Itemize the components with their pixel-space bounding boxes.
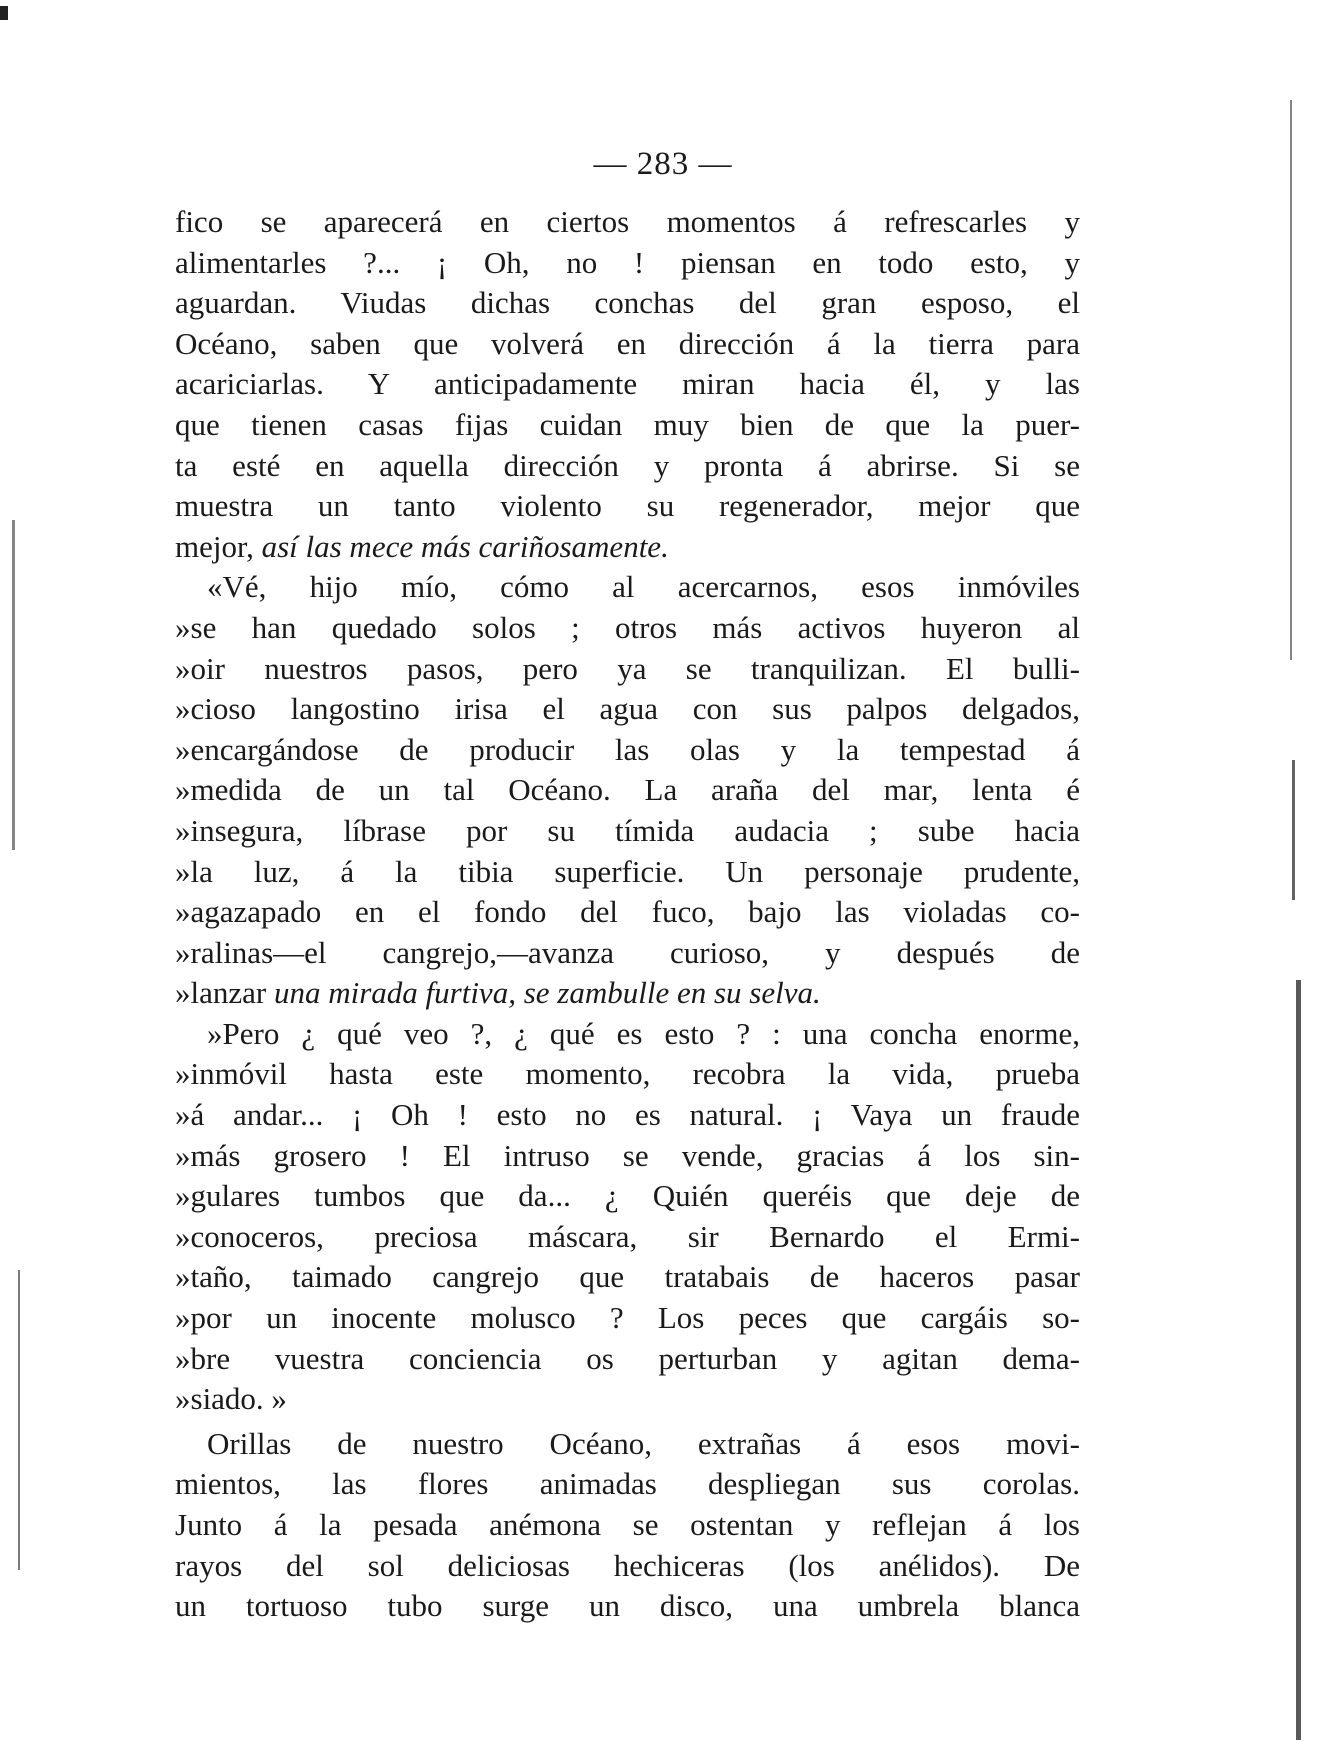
text-line: que tienen casas fijas cuidan muy bien de que la puer- (175, 406, 1080, 442)
text-line: »gulares tumbos que da... ¿ Quién queréis que deje de (175, 1178, 1080, 1214)
body-text (175, 202, 1080, 1627)
text-line: Junto á la pesada anémona se ostentan y reflejan á los (175, 1507, 1080, 1542)
text-line: aguardan. Viudas dichas conchas del gran esposo, el (175, 285, 1080, 321)
text-line: Orillas de nuestro Océano, extrañas á esos movi- (207, 1425, 1080, 1461)
text-line: »bre vuestra conciencia os perturban y agitan dema- (175, 1340, 1080, 1376)
text-line: »medida de un tal Océano. La araña del mar, lenta é (175, 772, 1080, 808)
text-line: Océano, saben que volverá en dirección á la tierra para (175, 325, 1080, 361)
text-line: »la luz, á la tibia superficie. Un personaje prudente, (175, 853, 1080, 889)
text-line: »taño, taimado cangrejo que tratabais de haceros pasar (175, 1259, 1080, 1295)
text-line: »inmóvil hasta este momento, recobra la vida, prueba (175, 1056, 1080, 1092)
text-line: »á andar... ¡ Oh ! esto no es natural. ¡ Vaya un fraude (175, 1097, 1080, 1133)
text-line: »encargándose de producir las olas y la tempestad á (175, 731, 1080, 767)
text-line: un tortuoso tubo surge un disco, una umbrela blanca (175, 1588, 1080, 1624)
text-line: muestra un tanto violento su regenerador, mejor que (175, 488, 1080, 524)
text-line: »se han quedado solos ; otros más activos huyeron al (175, 609, 1080, 645)
text-line: »más grosero ! El intruso se vende, gracias á los sin- (175, 1137, 1080, 1173)
text-line: «Vé, hijo mío, cómo al acercarnos, esos inmóviles (207, 569, 1080, 605)
text-line: »por un inocente molusco ? Los peces que cargáis so- (175, 1300, 1080, 1336)
scan-edge-right (1296, 980, 1301, 1740)
text-line: »conoceros, preciosa máscara, sir Bernardo el Ermi- (175, 1218, 1080, 1254)
page-number: — 283 — (593, 146, 733, 182)
text-line: »oir nuestros pasos, pero ya se tranquilizan. El bulli- (175, 650, 1080, 686)
text-line: mejor, así las mece más cariñosamente. (175, 528, 669, 564)
scan-edge-right (1292, 760, 1295, 900)
text-line: »Pero ¿ qué veo ?, ¿ qué es esto ? : una concha enorme, (207, 1015, 1080, 1051)
text-line: alimentarles ?... ¡ Oh, no ! piensan en todo esto, y (175, 244, 1080, 280)
text-line: mientos, las flores animadas despliegan sus corolas. (175, 1466, 1080, 1502)
text-line: acariciarlas. Y anticipadamente miran hacia él, y las (175, 366, 1080, 402)
text-line: ta esté en aquella dirección y pronta á abrirse. Si se (175, 447, 1080, 483)
scan-corner-mark (0, 6, 8, 20)
scan-edge-left (12, 520, 15, 850)
text-line: rayos del sol deliciosas hechiceras (los anélidos). De (175, 1547, 1080, 1583)
text-line: »ralinas—el cangrejo,—avanza curioso, y después de (175, 934, 1080, 970)
text-line: »siado. » (175, 1381, 287, 1417)
text-line: »lanzar una mirada furtiva, se zambulle en su selva. (175, 975, 821, 1011)
scan-edge-right (1290, 100, 1292, 660)
text-line: »agazapado en el fondo del fuco, bajo las violadas co- (175, 894, 1080, 930)
text-line: »cioso langostino irisa el agua con sus palpos delgados, (175, 691, 1080, 727)
text-line: »insegura, líbrase por su tímida audacia ; sube hacia (175, 812, 1080, 848)
scan-edge-left (18, 1270, 20, 1570)
text-line: fico se aparecerá en ciertos momentos á refrescarles y (175, 204, 1080, 239)
